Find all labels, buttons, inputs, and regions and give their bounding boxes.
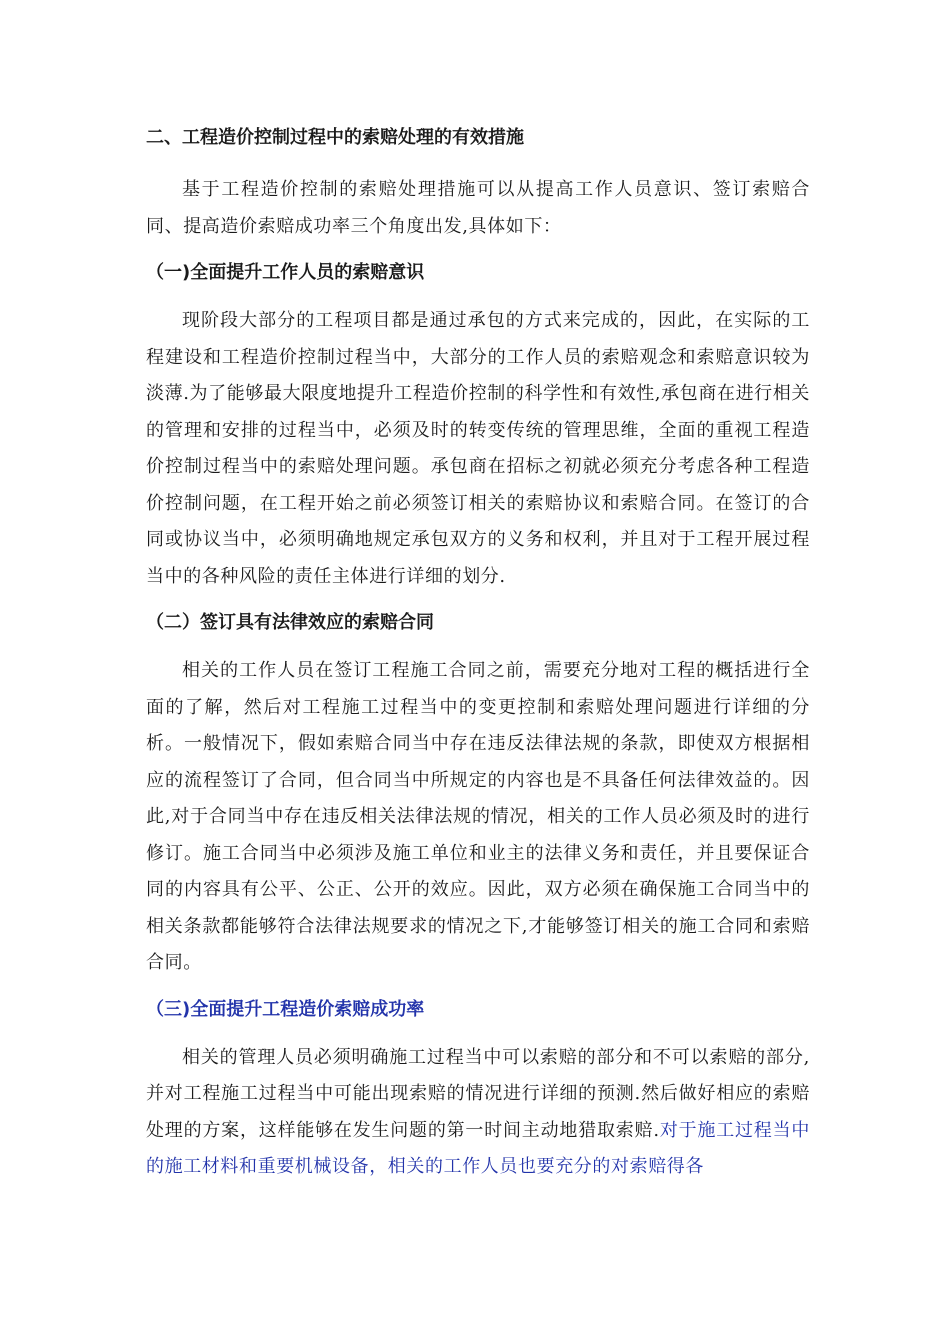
subsection-title-1: （一)全面提升工作人员的索赔意识 [146, 262, 425, 283]
document-page [146, 122, 810, 1186]
subsection-title-3: （三)全面提升工程造价索赔成功率 [146, 998, 425, 1020]
section-intro: 基于工程造价控制的索赔处理措施可以从提高工作人员意识、签订索赔合同、提高造价索赔成功率三个角度出发,具体如下： [146, 179, 810, 237]
subsection-body-1: 现阶段大部分的工程项目都是通过承包的方式来完成的，因此，在实际的工程建设和工程造价控制过程当中，大部分的工作人员的索赔观念和索赔意识较为淡薄.为了能够最大限度地提升工程造价控制的科学性和有效性,承包商在进行相关的管理和安排的过程当中，必须及时的转变传统的管理思维，全面的重视工程造价控制过程当中的索赔处理问题。承包商在招标之初就必须充分考虑各种工程造价控制问题，在工程开始之前必须签订相关的索赔协议和索赔合同。在签订的合同或协议当中，必须明确地规定承包双方的义务和权利，并且对于工程开展过程当中的各种风险的责任主体进行详细的划分. [146, 310, 810, 587]
subsection-body-3-blue-text: 对于施工过程当中的施工材料和重要机械设备，相关的工作人员也要充分的对索赔得各 [146, 1119, 810, 1177]
subsection-title-2: （二）签订具有法律效应的索赔合同 [146, 612, 434, 633]
subsection-body-3-text: 相关的管理人员必须明确施工过程当中可以索赔的部分和不可以索赔的部分,并对工程施工过程当中可能出现索赔的情况进行详细的预测.然后做好相应的索赔处理的方案，这样能够在发生问题的第一时间主动地猎取索赔. [146, 1046, 810, 1141]
subsection-body-3 [146, 1040, 810, 1186]
section-title: 二、工程造价控制过程中的索赔处理的有效措施 [146, 127, 524, 148]
subsection-body-2: 相关的工作人员在签订工程施工合同之前，需要充分地对工程的概括进行全面的了解，然后对工程施工过程当中的变更控制和索赔处理问题进行详细的分析。一般情况下，假如索赔合同当中存在违反法律法规的条款，即使双方根据相应的流程签订了合同，但合同当中所规定的内容也是不具备任何法律效益的。因此,对于合同当中存在违反相关法律法规的情况，相关的工作人员必须及时的进行修订。施工合同当中必须涉及施工单位和业主的法律义务和责任，并且要保证合同的内容具有公平、公正、公开的效应。因此，双方必须在确保施工合同当中的相关条款都能够符合法律法规要求的情况之下,才能够签订相关的施工合同和索赔合同。 [146, 660, 810, 973]
